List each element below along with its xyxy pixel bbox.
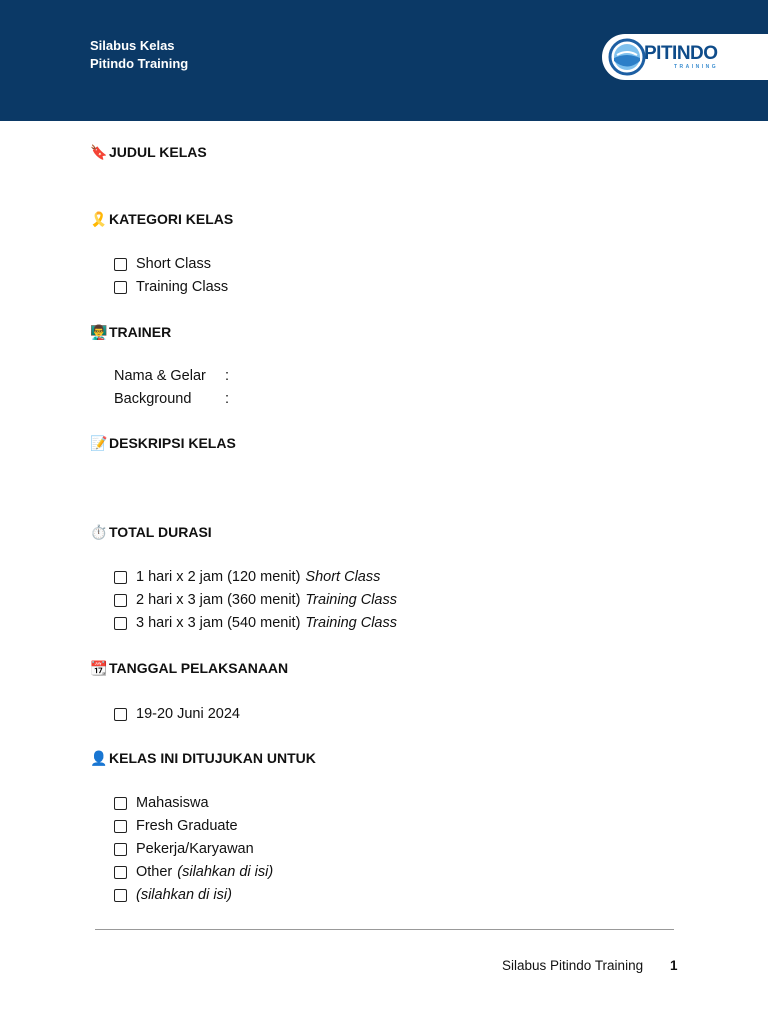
- checkbox-note: (silahkan di isi): [136, 887, 232, 903]
- header-title-line2: Pitindo Training: [90, 56, 189, 71]
- checkbox[interactable]: [114, 866, 127, 879]
- footer-divider: [95, 929, 674, 930]
- checkbox[interactable]: [114, 843, 127, 856]
- section-heading-trainer: [90, 322, 171, 342]
- section-heading-ditujukan: [90, 748, 316, 768]
- checkbox-label: 3 hari x 3 jam (540 menit): [136, 615, 301, 631]
- logo-subtitle: TRAINING: [674, 64, 719, 70]
- pitindo-logo: [602, 34, 768, 80]
- page-header: [0, 0, 768, 121]
- section-heading-deskripsi: [90, 433, 236, 453]
- heading-text: TRAINER: [109, 324, 172, 340]
- checkbox-item-fresh-graduate[interactable]: [114, 816, 238, 836]
- checkbox-note: (silahkan di isi): [177, 864, 274, 880]
- section-heading-tanggal: [90, 658, 288, 678]
- logo-name: PITINDO: [644, 43, 718, 64]
- checkbox-label: 1 hari x 2 jam (120 menit): [136, 569, 301, 585]
- checkbox[interactable]: [114, 708, 127, 721]
- pitindo-logo-icon: [608, 38, 646, 76]
- checkbox-item-pekerja[interactable]: [114, 839, 254, 859]
- checkbox-note: Short Class: [305, 569, 381, 585]
- section-heading-kategori: [90, 209, 233, 229]
- checkbox-note: Training Class: [305, 615, 398, 631]
- checkbox-label: 19-20 Juni 2024: [136, 706, 240, 722]
- checkbox-item-tanggal[interactable]: [114, 704, 240, 724]
- checkbox-note: Training Class: [305, 592, 398, 608]
- checkbox[interactable]: [114, 797, 127, 810]
- trainer-field-background: Background: [114, 391, 192, 407]
- checkbox[interactable]: [114, 820, 127, 833]
- heading-text: KATEGORI KELAS: [109, 211, 234, 227]
- heading-text: KELAS INI DITUJUKAN UNTUK: [109, 750, 316, 766]
- stopwatch-icon: ⏱️: [90, 524, 108, 540]
- checkbox-label: Mahasiswa: [136, 795, 209, 811]
- trainer-field-background-colon: :: [225, 391, 230, 407]
- checkbox-item-short-class[interactable]: [114, 254, 211, 274]
- checkbox-item-durasi-2[interactable]: [114, 590, 397, 610]
- checkbox-label: Short Class: [136, 256, 211, 272]
- bookmark-icon: 🔖: [90, 144, 108, 160]
- heading-text: TOTAL DURASI: [109, 524, 212, 540]
- section-heading-judul: [90, 142, 207, 162]
- person-icon: 👤: [90, 750, 108, 766]
- header-title-line1: Silabus Kelas: [90, 38, 175, 53]
- checkbox-item-durasi-3[interactable]: [114, 613, 397, 633]
- memo-icon: 📝: [90, 435, 108, 451]
- trainer-field-nama: Nama & Gelar: [114, 368, 206, 384]
- page-number: 1: [670, 958, 678, 973]
- heading-text: DESKRIPSI KELAS: [109, 435, 236, 451]
- checkbox[interactable]: [114, 617, 127, 630]
- calendar-icon: 📆: [90, 660, 108, 676]
- heading-text: JUDUL KELAS: [109, 144, 207, 160]
- footer-text: Silabus Pitindo Training: [502, 958, 644, 973]
- ribbon-icon: 🎗️: [90, 211, 108, 227]
- checkbox[interactable]: [114, 258, 127, 271]
- teacher-icon: 👨‍🏫: [90, 324, 108, 340]
- checkbox[interactable]: [114, 889, 127, 902]
- checkbox-item-durasi-1[interactable]: [114, 567, 380, 587]
- checkbox-label: Fresh Graduate: [136, 818, 238, 834]
- checkbox-label: Pekerja/Karyawan: [136, 841, 254, 857]
- checkbox[interactable]: [114, 594, 127, 607]
- section-heading-durasi: [90, 522, 212, 542]
- checkbox-item-training-class[interactable]: [114, 277, 228, 297]
- checkbox-item-other[interactable]: [114, 862, 273, 882]
- checkbox-label: Training Class: [136, 279, 229, 295]
- checkbox[interactable]: [114, 571, 127, 584]
- checkbox[interactable]: [114, 281, 127, 294]
- checkbox-item-mahasiswa[interactable]: [114, 793, 209, 813]
- header-title: [90, 37, 188, 73]
- heading-text: TANGGAL PELAKSANAAN: [109, 660, 289, 676]
- checkbox-label: 2 hari x 3 jam (360 menit): [136, 592, 301, 608]
- checkbox-item-custom[interactable]: [114, 885, 232, 905]
- trainer-field-nama-colon: :: [225, 368, 230, 384]
- checkbox-label: Other: [136, 864, 173, 880]
